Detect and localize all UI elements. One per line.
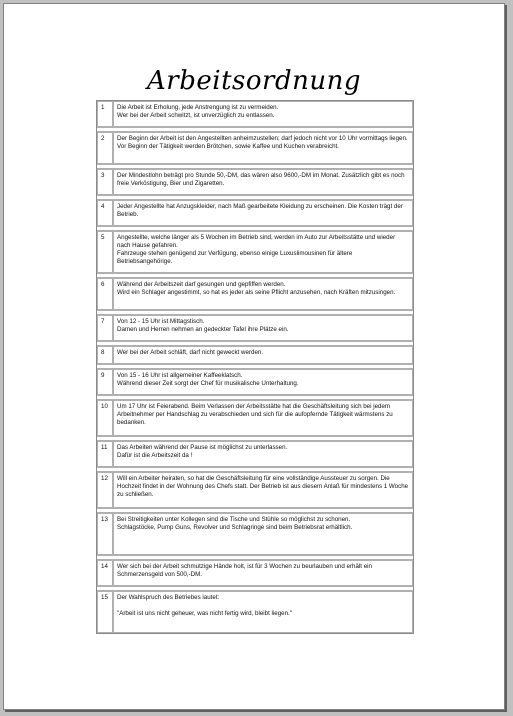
rule-number: 5 <box>97 231 113 273</box>
rule-number: 6 <box>97 278 113 310</box>
rule-row <box>97 400 413 436</box>
rule-text: Wer sich bei der Arbeit schmutzige Hände holt, ist für 3 Wochen zu beurlauben und erhält ein Schmerzensgeld von 500,-DM. <box>113 560 413 586</box>
rule-text: Von 12 - 15 Uhr ist Mittagstisch. Damen und Herren nehmen an gedeckter Tafel ihre Plätze ein. <box>113 315 413 341</box>
rule-row <box>97 591 413 633</box>
rule-text: Will ein Arbeiter heiraten, so hat die Geschäftsleitung für eine vollständige Aussteuer zu sorgen. Die Hochzeit findet in der Wohnung des Chefs statt. Der Betrieb ist aus diesem Anlaß für mindestens 1 Woche zu schließen. <box>113 472 413 508</box>
rule-text: Der Mindestlohn beträgt pro Stunde 50,-DM, das wären also 9600,-DM im Monat. Zusätzlich gibt es noch freie Verköstigung, Bier und Zigaretten. <box>113 169 413 195</box>
rule-text: Wer bei der Arbeit schläft, darf nicht geweckt werden. <box>113 346 413 364</box>
rule-number: 9 <box>97 369 113 395</box>
rule-row <box>97 132 413 164</box>
rule-row <box>97 369 413 395</box>
rule-row <box>97 560 413 586</box>
rule-text: Um 17 Uhr ist Feierabend. Beim Verlassen der Arbeitsstätte hat die Geschäftsleitung sich bei jedem Arbeitnehmer per Handschlag zu verabschieden und sich für die aufopfernde Tätigkeit wärmstens zu bedanken. <box>113 400 413 436</box>
rule-number: 14 <box>97 560 113 586</box>
document-page <box>3 3 505 710</box>
rule-text: Der Wahlspruch des Betriebes lautet: "Arbeit ist uns nicht geheuer, was nicht fertig wird, bleibt liegen." <box>113 591 413 633</box>
rule-row <box>97 231 413 273</box>
rule-row <box>97 315 413 341</box>
rule-row <box>97 513 413 555</box>
rule-number: 15 <box>97 591 113 633</box>
rule-row <box>97 441 413 467</box>
rule-number: 7 <box>97 315 113 341</box>
rule-row <box>97 101 413 127</box>
rule-text: Der Beginn der Arbeit ist den Angestellten anheimzustellen; darf jedoch nicht vor 10 Uhr vormittags liegen. Vor Beginn der Tätigkeit werden Brötchen, sowie Kaffee und Kuchen verabreicht. <box>113 132 413 164</box>
rule-row <box>97 346 413 364</box>
rule-text: Jeder Angestellte hat Anzugskleider, nach Maß gearbeitete Kleidung zu erscheinen. Die Kosten trägt der Betrieb. <box>113 200 413 226</box>
rule-number: 1 <box>97 101 113 127</box>
rule-number: 10 <box>97 400 113 436</box>
rule-number: 12 <box>97 472 113 508</box>
rule-text: Während der Arbeitszeit darf gesungen und gepfiffen werden. Wird ein Schlager angestimmt, so hat es jeder als seine Pflicht anzusehen, nach Kräften mitzusingen. <box>113 278 413 310</box>
rule-number: 8 <box>97 346 113 364</box>
rule-row <box>97 472 413 508</box>
rule-row <box>97 278 413 310</box>
rule-text: Von 15 - 16 Uhr ist allgemeiner Kaffeeklatsch. Während dieser Zeit sorgt der Chef für musikalische Unterhaltung. <box>113 369 413 395</box>
rule-text: Bei Streitigkeiten unter Kollegen sind die Tische und Stühle so möglichst zu schonen. Schlagstöcke, Pump Guns, Revolver und Schlagringe sind beim Betriebsrat erhältlich. <box>113 513 413 555</box>
document-title: Arbeitsordnung <box>147 66 361 96</box>
rule-number: 4 <box>97 200 113 226</box>
rules-table <box>96 100 414 634</box>
rule-number: 13 <box>97 513 113 555</box>
rule-text: Angestellte, welche länger als 5 Wochen im Betrieb sind, werden im Auto zur Arbeitsstätte und wieder nach Hause gefahren. Fahrzeuge stehen genügend zur Verfügung, ebenso einige Luxuslimousinen für ältere Betriebsangehörige. <box>113 231 413 273</box>
rule-row <box>97 200 413 226</box>
rule-number: 2 <box>97 132 113 164</box>
rule-number: 3 <box>97 169 113 195</box>
rule-row <box>97 169 413 195</box>
rule-text: Das Arbeiten während der Pause ist möglichst zu unterlassen. Dafür ist die Arbeitszeit da ! <box>113 441 413 467</box>
rule-text: Die Arbeit ist Erholung, jede Anstrengung ist zu vermeiden. Wer bei der Arbeit schwitzt, ist unverzüglich zu entlassen. <box>113 101 413 127</box>
rule-number: 11 <box>97 441 113 467</box>
